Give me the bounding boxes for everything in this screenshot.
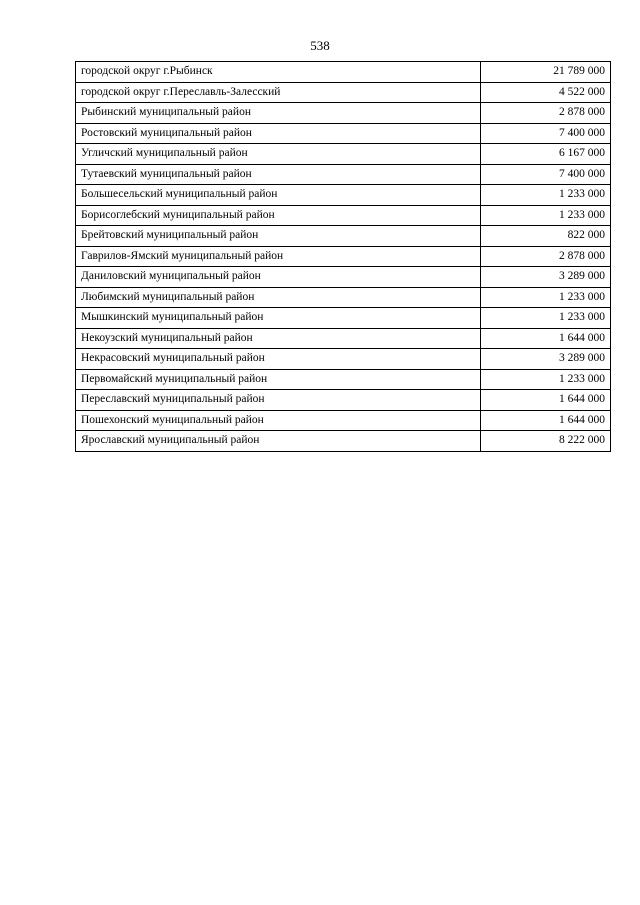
table-row [76, 369, 611, 390]
district-name-cell: Некоузский муниципальный район [76, 328, 481, 349]
table-row [76, 144, 611, 165]
amount-cell: 8 222 000 [481, 431, 611, 452]
district-name-cell: Ярославский муниципальный район [76, 431, 481, 452]
district-name-cell: Переславский муниципальный район [76, 390, 481, 411]
amount-cell: 1 644 000 [481, 410, 611, 431]
table-row [76, 103, 611, 124]
amount-cell: 1 233 000 [481, 205, 611, 226]
table-row [76, 123, 611, 144]
amount-cell: 7 400 000 [481, 164, 611, 185]
table-row [76, 287, 611, 308]
district-name-cell: Некрасовский муниципальный район [76, 349, 481, 370]
district-name-cell: Первомайский муниципальный район [76, 369, 481, 390]
district-name-cell: Даниловский муниципальный район [76, 267, 481, 288]
district-name-cell: Борисоглебский муниципальный район [76, 205, 481, 226]
amount-cell: 6 167 000 [481, 144, 611, 165]
table-row [76, 431, 611, 452]
table-row [76, 328, 611, 349]
allocation-table [75, 61, 611, 452]
amount-cell: 21 789 000 [481, 62, 611, 83]
district-name-cell: Ростовский муниципальный район [76, 123, 481, 144]
amount-cell: 3 289 000 [481, 267, 611, 288]
district-name-cell: городской округ г.Переславль-Залесский [76, 82, 481, 103]
table-row [76, 226, 611, 247]
district-name-cell: Мышкинский муниципальный район [76, 308, 481, 329]
amount-cell: 822 000 [481, 226, 611, 247]
table-row [76, 390, 611, 411]
district-name-cell: Брейтовский муниципальный район [76, 226, 481, 247]
amount-cell: 1 644 000 [481, 390, 611, 411]
amount-cell: 1 233 000 [481, 287, 611, 308]
page-number: 538 [310, 38, 330, 53]
table-row [76, 246, 611, 267]
amount-cell: 1 233 000 [481, 185, 611, 206]
table-row [76, 308, 611, 329]
amount-cell: 1 233 000 [481, 308, 611, 329]
table-row [76, 62, 611, 83]
table-row [76, 164, 611, 185]
amount-cell: 2 878 000 [481, 246, 611, 267]
amount-cell: 3 289 000 [481, 349, 611, 370]
district-name-cell: Рыбинский муниципальный район [76, 103, 481, 124]
district-name-cell: Любимский муниципальный район [76, 287, 481, 308]
amount-cell: 1 644 000 [481, 328, 611, 349]
amount-cell: 7 400 000 [481, 123, 611, 144]
table-body [76, 62, 611, 452]
amount-cell: 1 233 000 [481, 369, 611, 390]
district-name-cell: городской округ г.Рыбинск [76, 62, 481, 83]
table-row [76, 267, 611, 288]
district-name-cell: Гаврилов-Ямский муниципальный район [76, 246, 481, 267]
amount-cell: 2 878 000 [481, 103, 611, 124]
table-row [76, 410, 611, 431]
table-row [76, 349, 611, 370]
table-row [76, 185, 611, 206]
district-name-cell: Большесельский муниципальный район [76, 185, 481, 206]
amount-cell: 4 522 000 [481, 82, 611, 103]
district-name-cell: Пошехонский муниципальный район [76, 410, 481, 431]
table-row [76, 82, 611, 103]
table-row [76, 205, 611, 226]
district-name-cell: Угличский муниципальный район [76, 144, 481, 165]
district-name-cell: Тутаевский муниципальный район [76, 164, 481, 185]
